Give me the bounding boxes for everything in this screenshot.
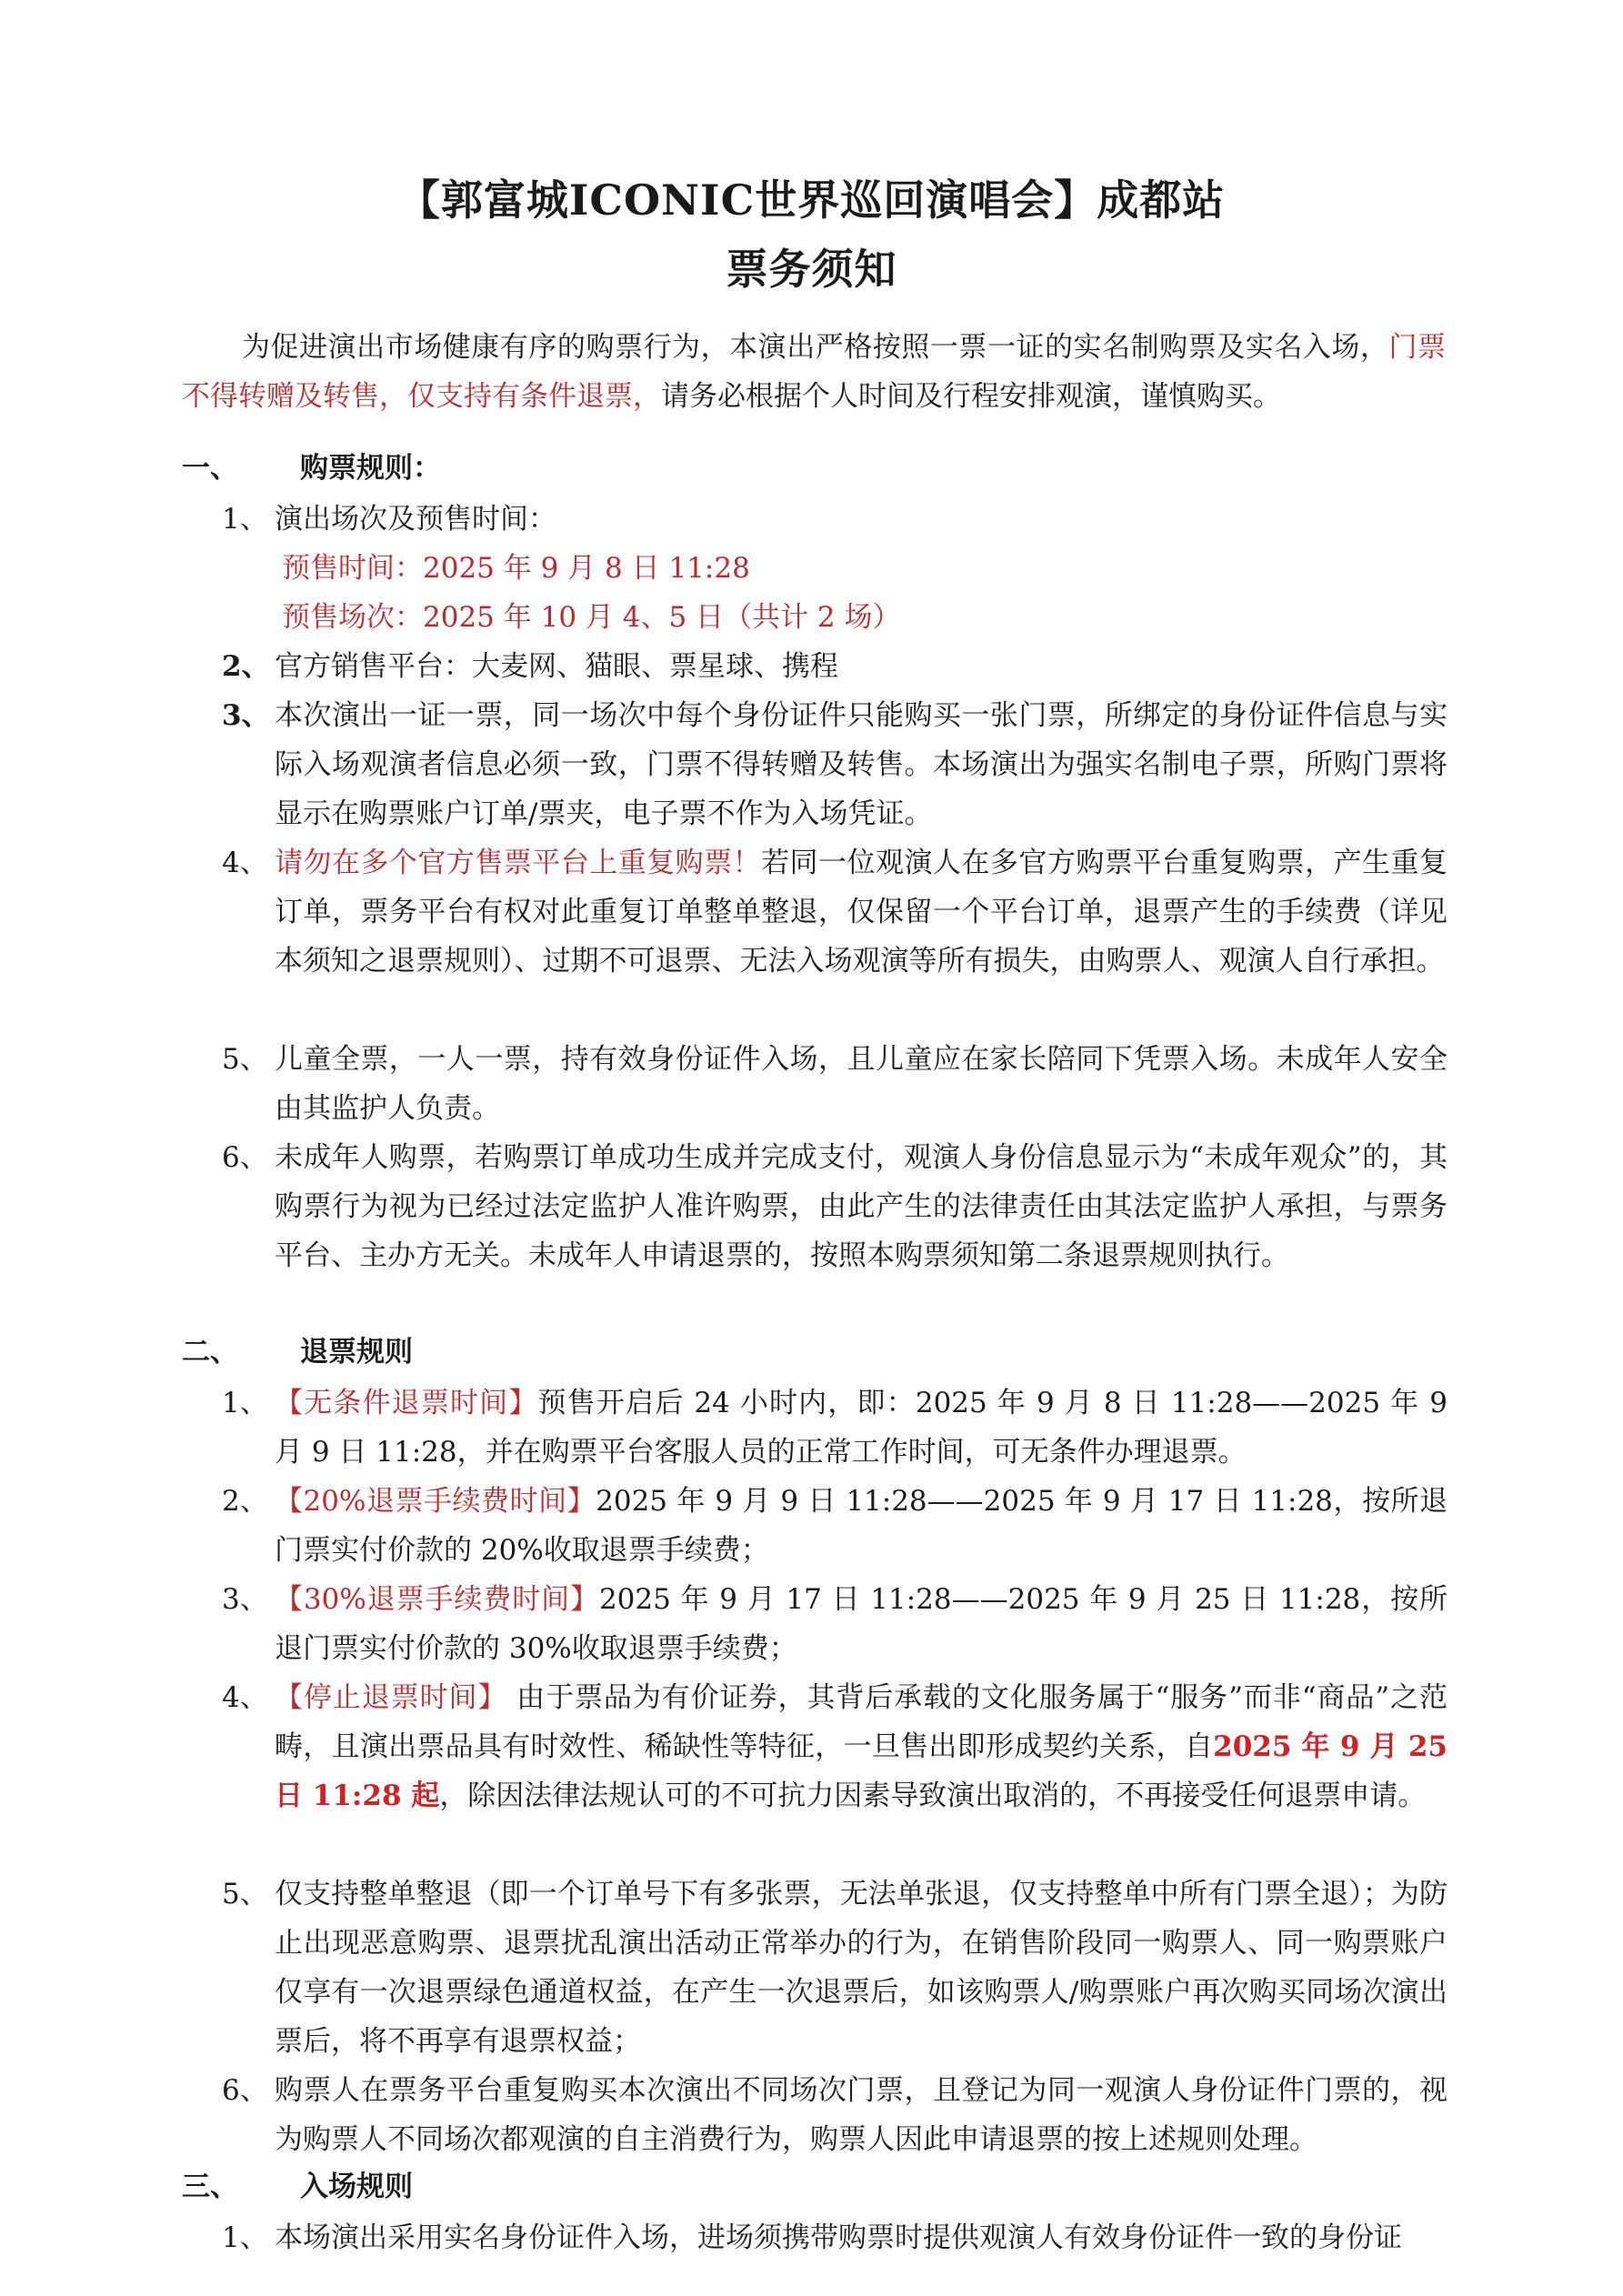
item-red-bold-text: 2025 年 9 月 25 日 11:28 起 — [275, 1730, 1448, 1812]
intro-paragraph — [182, 323, 1446, 421]
item-text: 儿童全票，一人一票，持有效身份证件入场，且儿童应在家长陪同下凭票入场。未成年人安全由其监护人负责。 — [275, 1043, 1448, 1125]
intro-text: 为促进演出市场健康有序的购票行为，本演出严格按照一票一证的实名制购票及实名入场， — [242, 331, 1389, 364]
intro-red-text: 门票不得转赠及转售，仅支持有条件退票， — [182, 331, 1447, 413]
item-text: 2025 年 9 月 9 日 11:28——2025 年 9 月 17 日 11:28，按所退门票实付价款的 20%收取退票手续费； — [275, 1485, 1448, 1567]
item-red-text: 【20%退票手续费时间】 — [275, 1485, 596, 1518]
item-text: 官方销售平台：大麦网、猫眼、票星球、携程 — [275, 650, 838, 683]
item-number: 3、 — [222, 1583, 268, 1616]
section3-title: 入场规则 — [300, 2171, 413, 2203]
item-number: 1、 — [222, 2221, 268, 2254]
item-number: 4、 — [222, 847, 268, 879]
item-number: 1、 — [222, 1387, 268, 1419]
item-red-text: 【停止退票时间】 — [275, 1681, 507, 1714]
item-number: 3、 — [222, 699, 270, 732]
section2-number: 二、 — [182, 1336, 238, 1369]
item-number: 2、 — [222, 1485, 268, 1518]
item-text: 本场演出采用实名身份证件入场，进场须携带购票时提供观演人有效身份证件一致的身份证 — [275, 2221, 1402, 2254]
item-number: 4、 — [222, 1681, 268, 1714]
section3-number: 三、 — [182, 2171, 238, 2203]
item-number: 5、 — [222, 1878, 268, 1910]
presale-shows: 预售场次：2025 年 10 月 4、5 日（共计 2 场） — [282, 601, 901, 634]
intro-tail-text: 请务必根据个人时间及行程安排观演，谨慎购买。 — [661, 380, 1281, 413]
item-red-text: 请勿在多个官方售票平台上重复购票！ — [275, 847, 762, 879]
item-tail-text: ，除因法律法规认可的不可抗力因素导致演出取消的，不再接受任何退票申请。 — [439, 1780, 1427, 1812]
section1-title: 购票规则： — [300, 452, 441, 485]
item-number: 2、 — [222, 650, 270, 683]
item-number: 6、 — [222, 1141, 268, 1174]
item-text: 购票人在票务平台重复购买本次演出不同场次门票，且登记为同一观演人身份证件门票的，视为购票人不同场次都观演的自主消费行为，购票人因此申请退票的按上述规则处理。 — [275, 2074, 1448, 2156]
item-text: 本次演出一证一票，同一场次中每个身份证件只能购买一张门票，所绑定的身份证件信息与实际入场观演者信息必须一致，门票不得转赠及转售。本场演出为强实名制电子票，所购门票将显示在购票账户订单/票夹，电子票不作为入场凭证。 — [275, 699, 1448, 830]
item-number: 1、 — [222, 503, 268, 536]
document-title: 【郭富城ICONIC世界巡回演唱会】成都站 — [397, 175, 1226, 225]
item-text: 若同一位观演人在多官方购票平台重复购票，产生重复订单，票务平台有权对此重复订单整单整退，仅保留一个平台订单，退票产生的手续费（详见本须知之退票规则）、过期不可退票、无法入场观演等所有损失，由购票人、观演人自行承担。 — [275, 847, 1448, 978]
presale-time: 预售时间：2025 年 9 月 8 日 11:28 — [282, 552, 750, 585]
item-number: 6、 — [222, 2074, 268, 2107]
item-red-text: 【30%退票手续费时间】 — [275, 1583, 599, 1616]
list-item — [222, 2213, 1449, 2262]
item-text: 预售开启后 24 小时内，即：2025 年 9 月 8 日 11:28——2025 年 9 月 9 日 11:28，并在购票平台客服人员的正常工作时间，可无条件办理退票。 — [275, 1387, 1448, 1469]
item-text: 仅支持整单整退（即一个订单号下有多张票，无法单张退，仅支持整单中所有门票全退）；为防止出现恶意购票、退票扰乱演出活动正常举办的行为，在销售阶段同一购票人、同一购票账户仅享有一次退票绿色通道权益，在产生一次退票后，如该购票人/购票账户再次购买同场次演出票后，将不再享有退票权益； — [275, 1878, 1448, 2058]
item-text: 2025 年 9 月 17 日 11:28——2025 年 9 月 25 日 11:28，按所退门票实付价款的 30%收取退票手续费； — [275, 1583, 1448, 1665]
item-number: 5、 — [222, 1043, 268, 1076]
section2-title: 退票规则 — [300, 1336, 413, 1369]
document-subtitle: 票务须知 — [726, 245, 897, 294]
item-text: 由于票品为有价证券，其背后承载的文化服务属于“服务”而非“商品”之范畴，且演出票品具有时效性、稀缺性等特征，一旦售出即形成契约关系，自 — [275, 1681, 1448, 1763]
item-red-text: 【无条件退票时间】 — [275, 1387, 538, 1419]
section1-number: 一、 — [182, 452, 238, 485]
item-text: 演出场次及预售时间： — [275, 503, 556, 536]
item-text: 未成年人购票，若购票订单成功生成并完成支付，观演人身份信息显示为“未成年观众”的，其购票行为视为已经过法定监护人准许购票，由此产生的法律责任由其法定监护人承担，与票务平台、主办方无关。未成年人申请退票的，按照本购票须知第二条退票规则执行。 — [275, 1141, 1448, 1272]
